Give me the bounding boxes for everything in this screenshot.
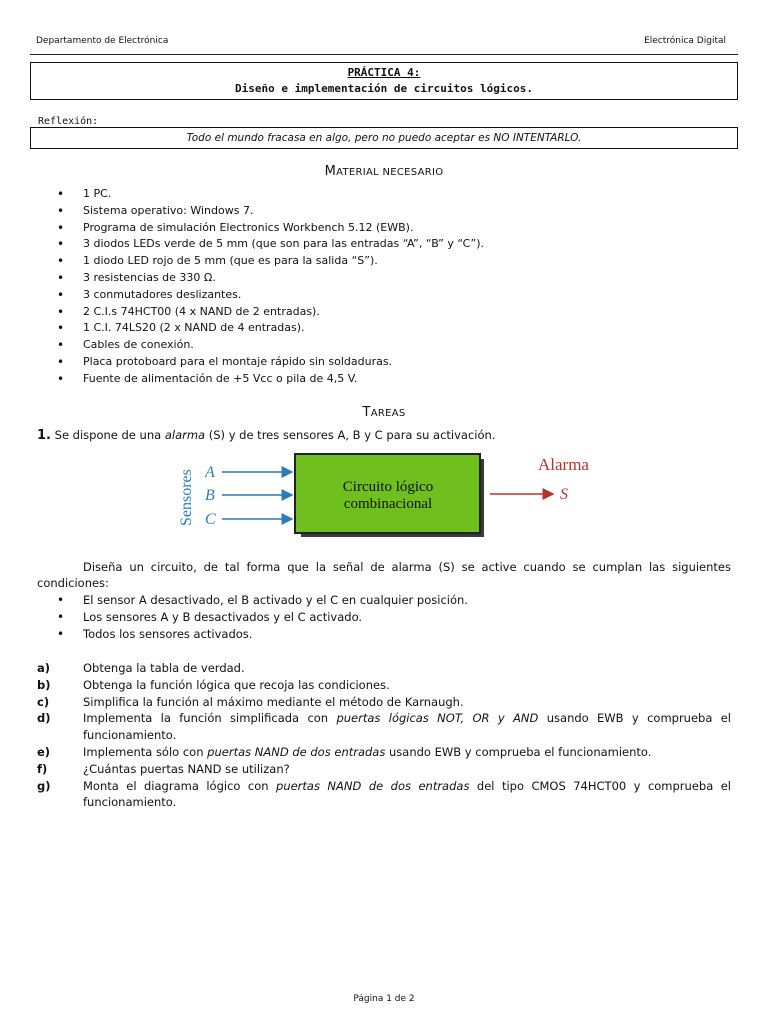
step-text-italic: puertas lógicas NOT, OR y AND bbox=[336, 711, 539, 726]
step-text-italic: puertas NAND de dos entradas bbox=[207, 744, 386, 759]
steps-list bbox=[37, 660, 731, 811]
alarm-label: Alarma bbox=[538, 455, 589, 474]
conditions-list bbox=[54, 592, 468, 642]
task-text-part: Se dispone de una bbox=[50, 428, 165, 442]
reflection-label: Reflexión: bbox=[38, 116, 99, 127]
tasks-heading-cap: T bbox=[362, 405, 371, 420]
alarma-word: alarma bbox=[164, 428, 206, 442]
task-1-statement bbox=[37, 428, 495, 443]
header-department: Departamento de Electrónica bbox=[36, 36, 169, 46]
list-item: • 1 PC. bbox=[54, 186, 484, 203]
circuit-block-diagram bbox=[170, 448, 610, 538]
tasks-heading-rest: AREAS bbox=[370, 408, 406, 419]
list-item: • 3 conmutadores deslizantes. bbox=[54, 287, 484, 304]
list-item: • 3 resistencias de 330 Ω. bbox=[54, 270, 484, 287]
tasks-heading bbox=[0, 405, 768, 420]
header-subject: Electrónica Digital bbox=[644, 36, 726, 46]
material-list bbox=[54, 186, 484, 388]
step-f bbox=[37, 761, 731, 778]
material-heading-cap: M bbox=[324, 164, 337, 179]
step-text: Simplifica la función al máximo mediante el método de Karnaugh. bbox=[83, 694, 464, 709]
step-g bbox=[37, 778, 731, 812]
step-d bbox=[37, 710, 731, 744]
list-item: • El sensor A desactivado, el B activado y el C en cualquier posición. bbox=[54, 592, 468, 609]
input-a-label: A bbox=[205, 464, 215, 481]
output-s-label: S bbox=[560, 486, 568, 503]
step-a bbox=[37, 660, 731, 677]
page-number: Página 1 de 2 bbox=[353, 994, 415, 1004]
logic-box-line2: combinacional bbox=[343, 496, 433, 512]
step-text: Obtenga la tabla de verdad. bbox=[83, 661, 245, 675]
list-item: • 3 diodos LEDs verde de 5 mm (que son para las entradas “A”, “B” y “C”). bbox=[54, 236, 484, 253]
material-heading-rest: ATERIAL NECESARIO bbox=[336, 167, 444, 178]
sensors-label: Sensores bbox=[178, 469, 195, 526]
step-text: Obtenga la función lógica que recoja las condiciones. bbox=[83, 677, 390, 692]
list-item: • Cables de conexión. bbox=[54, 337, 484, 354]
task-text-part: (S) y de tres sensores A, B y C para su activación. bbox=[205, 428, 496, 442]
list-item: • Todos los sensores activados. bbox=[54, 626, 468, 643]
list-item: • Los sensores A y B desactivados y el C activado. bbox=[54, 609, 468, 626]
step-label: d) bbox=[37, 711, 51, 726]
step-label: a) bbox=[37, 661, 51, 675]
step-text: Implementa la función simplificada con bbox=[83, 711, 337, 726]
step-text: ¿Cuántas puertas NAND se utilizan? bbox=[83, 761, 290, 776]
step-label: c) bbox=[37, 694, 50, 709]
header-divider bbox=[30, 54, 738, 55]
material-heading bbox=[0, 164, 768, 179]
list-item: • Programa de simulación Electronics Workbench 5.12 (EWB). bbox=[54, 220, 484, 237]
list-item: • Fuente de alimentación de +5 Vcc o pila de 4,5 V. bbox=[54, 371, 484, 388]
logic-box-line1: Circuito lógico bbox=[342, 479, 434, 495]
step-b bbox=[37, 677, 731, 694]
step-text: Monta el diagrama lógico con bbox=[83, 778, 277, 793]
list-item: • 1 diodo LED rojo de 5 mm (que es para la salida “S”). bbox=[54, 253, 484, 270]
step-e bbox=[37, 744, 731, 761]
reflection-quote: Todo el mundo fracasa en algo, pero no puedo aceptar es NO INTENTARLO. bbox=[30, 127, 738, 149]
step-text: del tipo CMOS 74HCT00 y comprueba el funcionamiento. bbox=[83, 778, 731, 810]
design-paragraph: Diseña un circuito, de tal forma que la señal de alarma (S) se active cuando se cumplan las siguientes condiciones: bbox=[37, 560, 731, 590]
step-label: e) bbox=[37, 744, 51, 759]
practice-title: Diseño e implementación de circuitos lógicos. bbox=[234, 82, 533, 95]
step-text: Implementa sólo con bbox=[83, 744, 208, 759]
step-c bbox=[37, 694, 731, 711]
step-text: usando EWB y comprueba el funcionamiento. bbox=[83, 711, 732, 743]
list-item: • Placa protoboard para el montaje rápido sin soldaduras. bbox=[54, 354, 484, 371]
step-label: g) bbox=[37, 778, 51, 793]
step-label: f) bbox=[37, 761, 48, 776]
step-label: b) bbox=[37, 677, 51, 692]
title-box bbox=[30, 62, 738, 100]
list-item: • 2 C.I.s 74HCT00 (4 x NAND de 2 entradas). bbox=[54, 304, 484, 321]
input-b-label: B bbox=[205, 487, 215, 504]
step-text-italic: puertas NAND de dos entradas bbox=[276, 778, 470, 793]
practice-number: PRÁCTICA 4: bbox=[347, 66, 421, 79]
list-item: • 1 C.I. 74LS20 (2 x NAND de 4 entradas). bbox=[54, 320, 484, 337]
list-item: • Sistema operativo: Windows 7. bbox=[54, 203, 484, 220]
step-text: usando EWB y comprueba el funcionamiento. bbox=[385, 744, 652, 759]
task-number: 1. bbox=[37, 428, 51, 443]
input-c-label: C bbox=[205, 511, 216, 528]
